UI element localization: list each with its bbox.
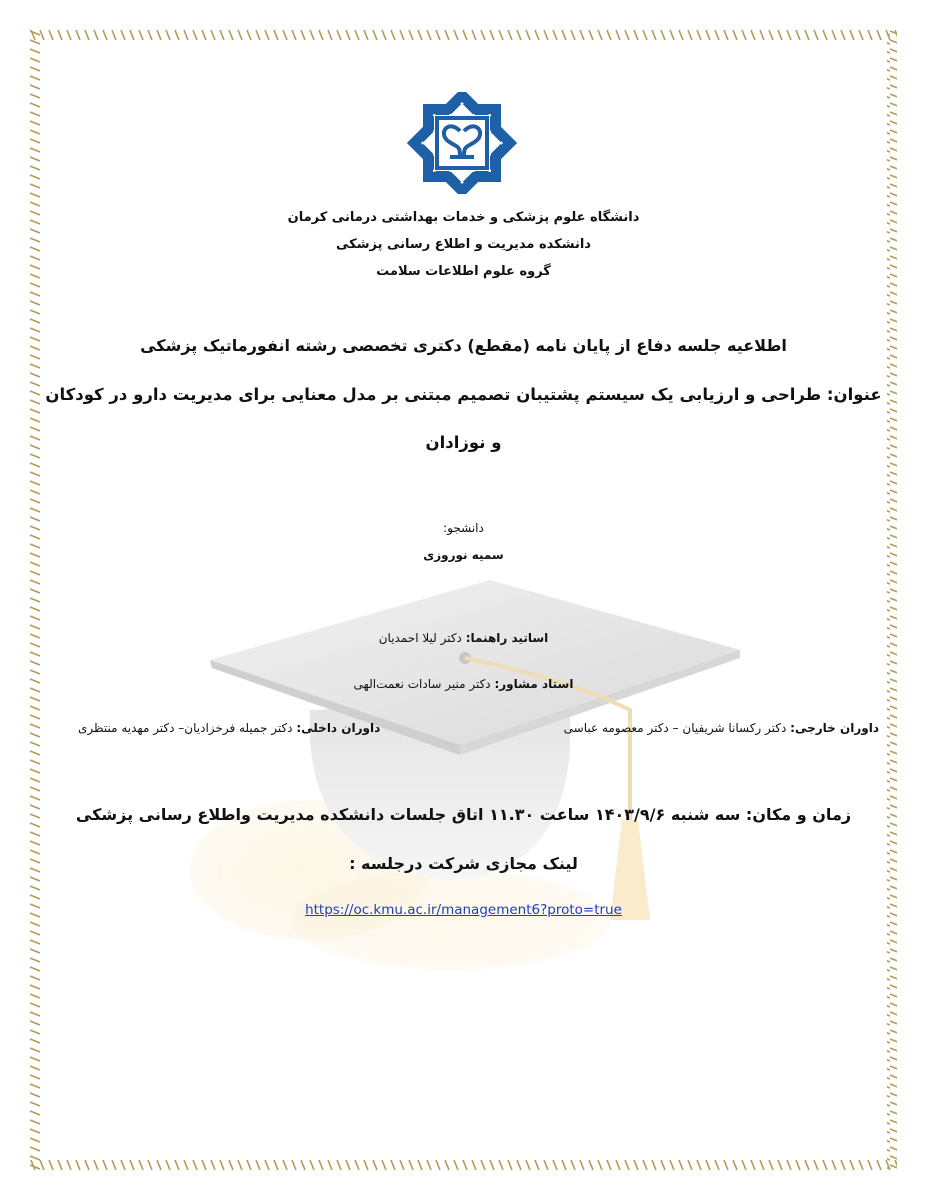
internal-referees-row: [78, 721, 380, 735]
external-referees-row: [564, 721, 879, 735]
faculty-name: دانشکده مدیریت و اطلاع رسانی پزشکی: [336, 237, 591, 252]
supervisors-names: دکتر لیلا احمدیان: [378, 631, 462, 645]
external-referees-label: داوران خارجی:: [790, 721, 879, 735]
graduation-cap-watermark-icon: [190, 540, 750, 1000]
virtual-link-label: لینک مجازی شرکت درجلسه :: [349, 854, 578, 873]
internal-referees-label: داوران داخلی:: [296, 721, 381, 735]
time-place: زمان و مکان: سه شنبه ۱۴۰۳/۹/۶ ساعت ۱۱.۳۰ اتاق جلسات دانشکده مدیریت واطلاع رسانی پزشکی: [75, 805, 852, 824]
announcement-heading: اطلاعیه جلسه دفاع از پایان نامه (مقطع) دکتری تخصصی رشته انفورماتیک پزشکی: [140, 336, 787, 355]
university-emblem-icon: [402, 92, 522, 194]
department-name: گروه علوم اطلاعات سلامت: [376, 264, 551, 279]
advisor-name: دکتر منیر سادات نعمت‌الهی: [353, 677, 491, 691]
supervisors-label: اساتید راهنما:: [465, 631, 549, 645]
internal-referees-names: دکتر جمیله فرخزادیان– دکتر مهدیه منتظری: [78, 721, 293, 735]
virtual-session-link[interactable]: https://oc.kmu.ac.ir/management6?proto=true: [305, 902, 622, 918]
advisor-label: استاد مشاور:: [494, 677, 574, 691]
external-referees-names: دکتر رکسانا شریفیان – دکتر معصومه عباسی: [563, 721, 787, 735]
student-name: سمیه نوروزی: [423, 548, 504, 562]
thesis-title-line2: و نوزادان: [425, 433, 502, 452]
advisor-row: [0, 677, 927, 691]
thesis-title-line1: عنوان: طراحی و ارزیابی یک سیستم پشتیبان تصمیم مبتنی بر مدل معنایی برای مدیریت دارو در کودکان: [45, 385, 882, 404]
university-name: دانشگاه علوم پزشکی و خدمات بهداشتی درمانی کرمان: [287, 210, 640, 225]
supervisors-row: [0, 631, 927, 645]
student-label: دانشجو:: [443, 521, 484, 535]
